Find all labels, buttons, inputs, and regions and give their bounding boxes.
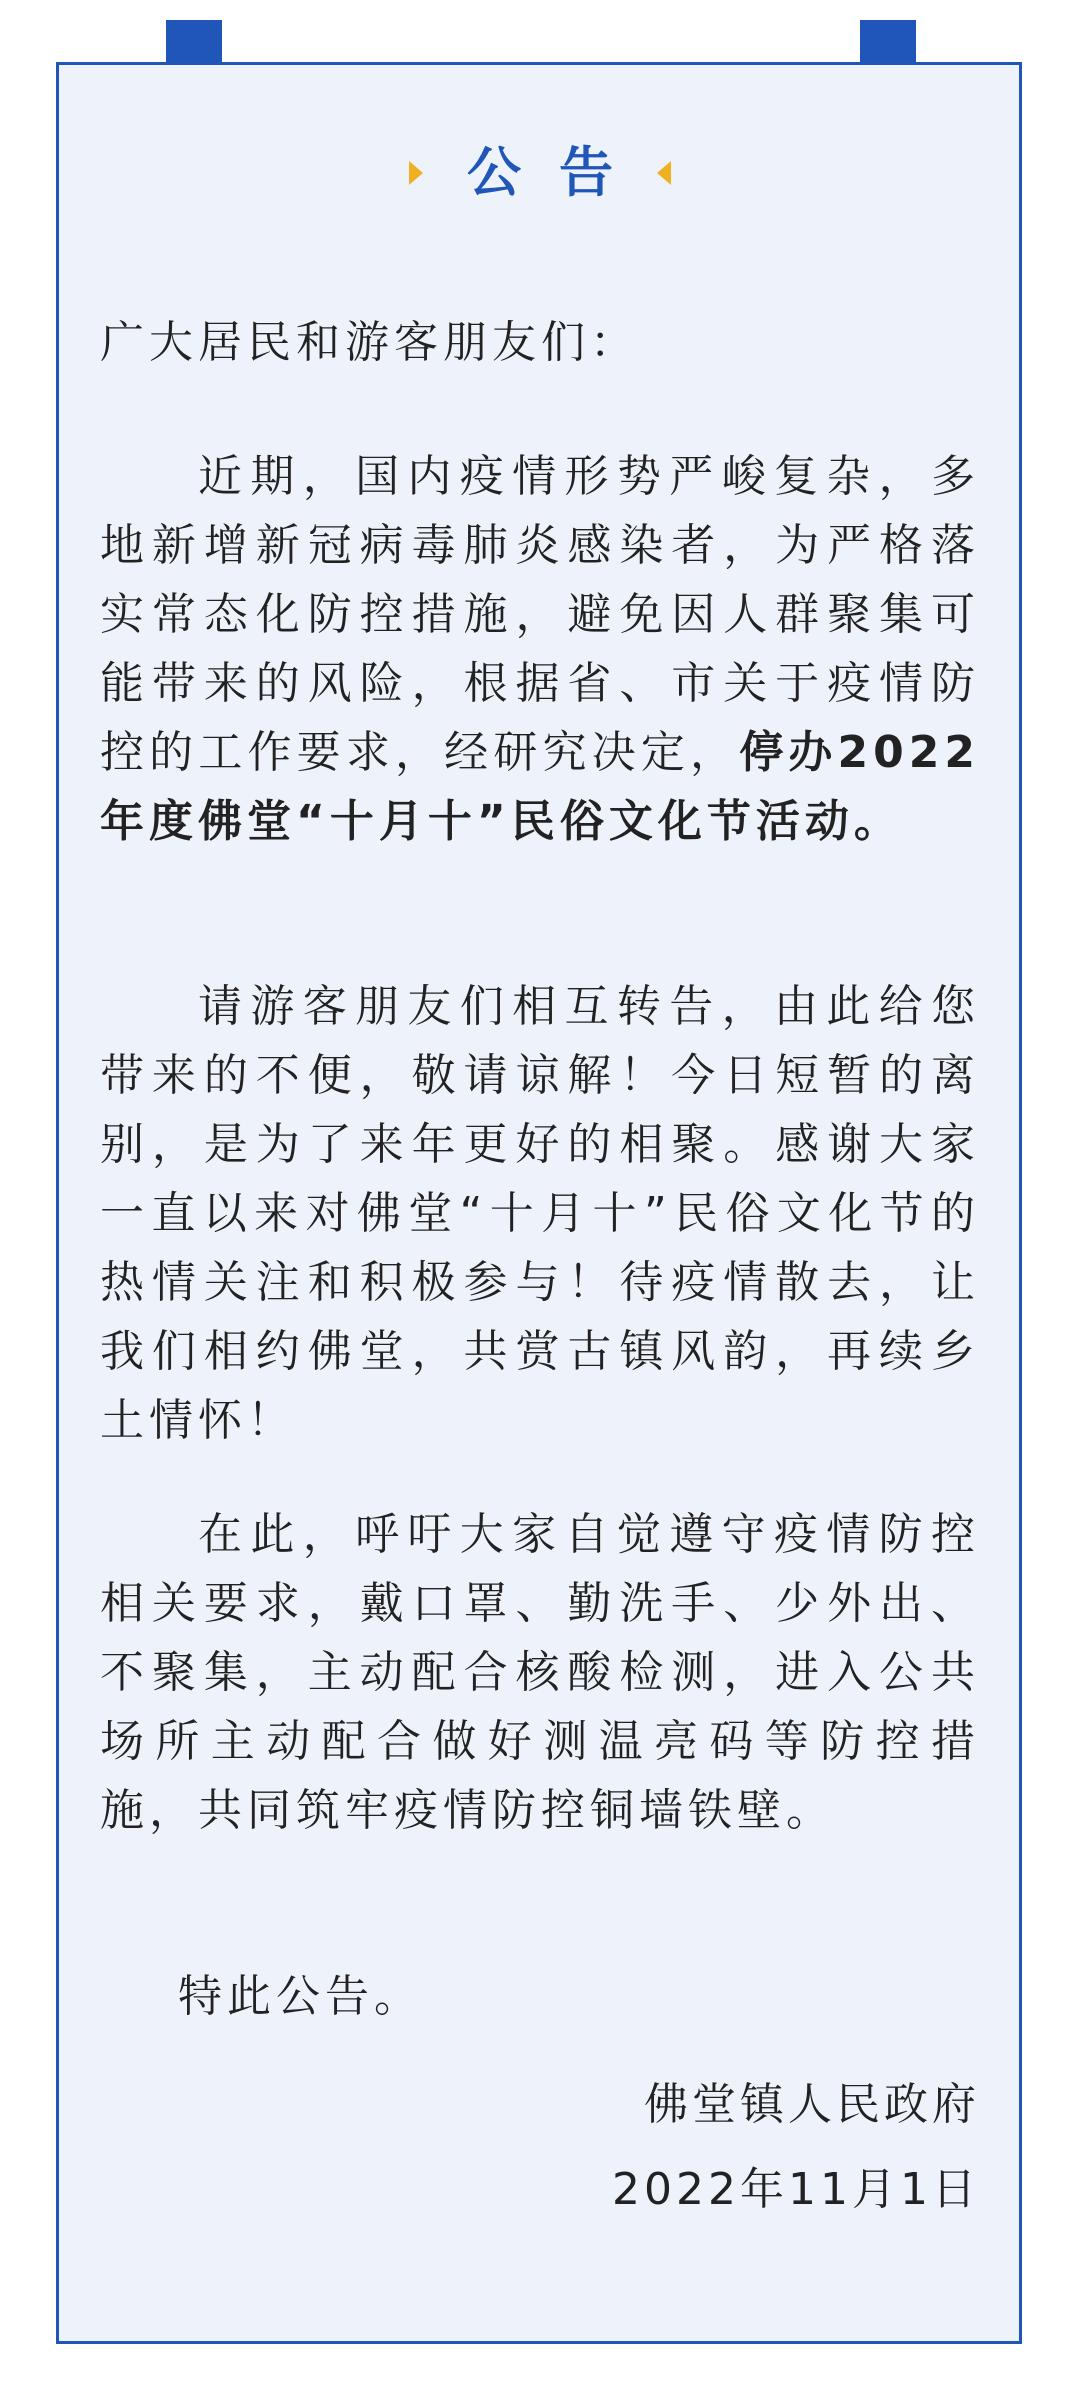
paragraph-2: 请游客朋友们相互转告，由此给您带来的不便，敬请谅解！今日短暂的离别，是为了来年更好的相聚。感谢大家一直以来对佛堂“十月十”民俗文化节的热情关注和积极参与！待疫情散去，让我们相约佛堂，共赏古镇风韵，再续乡土情怀！ [100, 981, 980, 1446]
paragraph-1 [100, 442, 980, 856]
title-right-triangle-icon [657, 161, 671, 185]
paragraph-3: 在此，呼吁大家自觉遵守疫情防控相关要求，戴口罩、勤洗手、少外出、不聚集，主动配合核酸检测，进入公共场所主动配合做好测温亮码等防控措施，共同筑牢疫情防控铜墙铁壁。 [100, 1509, 980, 1836]
signature-date: 2022年11月1日 [612, 2164, 980, 2215]
top-right-tab-decoration [860, 20, 916, 68]
salutation: 广大居民和游客朋友们： [100, 317, 639, 368]
notice-title: 公告 [467, 141, 651, 204]
paragraph-1-bold-text: 停办2022年度佛堂“十月十”民俗文化节活动。 [100, 727, 981, 847]
title-row [0, 138, 1080, 208]
top-left-tab-decoration [166, 20, 222, 68]
closing-line: 特此公告。 [178, 1971, 423, 2022]
paragraph-1-regular-text: 近期，国内疫情形势严峻复杂，多地新增新冠病毒肺炎感染者，为严格落实常态化防控措施，避免因人群聚集可能带来的风险，根据省、市关于疫情防控的工作要求，经研究决定， [100, 451, 980, 778]
signature-organization: 佛堂镇人民政府 [644, 2079, 980, 2130]
title-left-triangle-icon [409, 161, 423, 185]
